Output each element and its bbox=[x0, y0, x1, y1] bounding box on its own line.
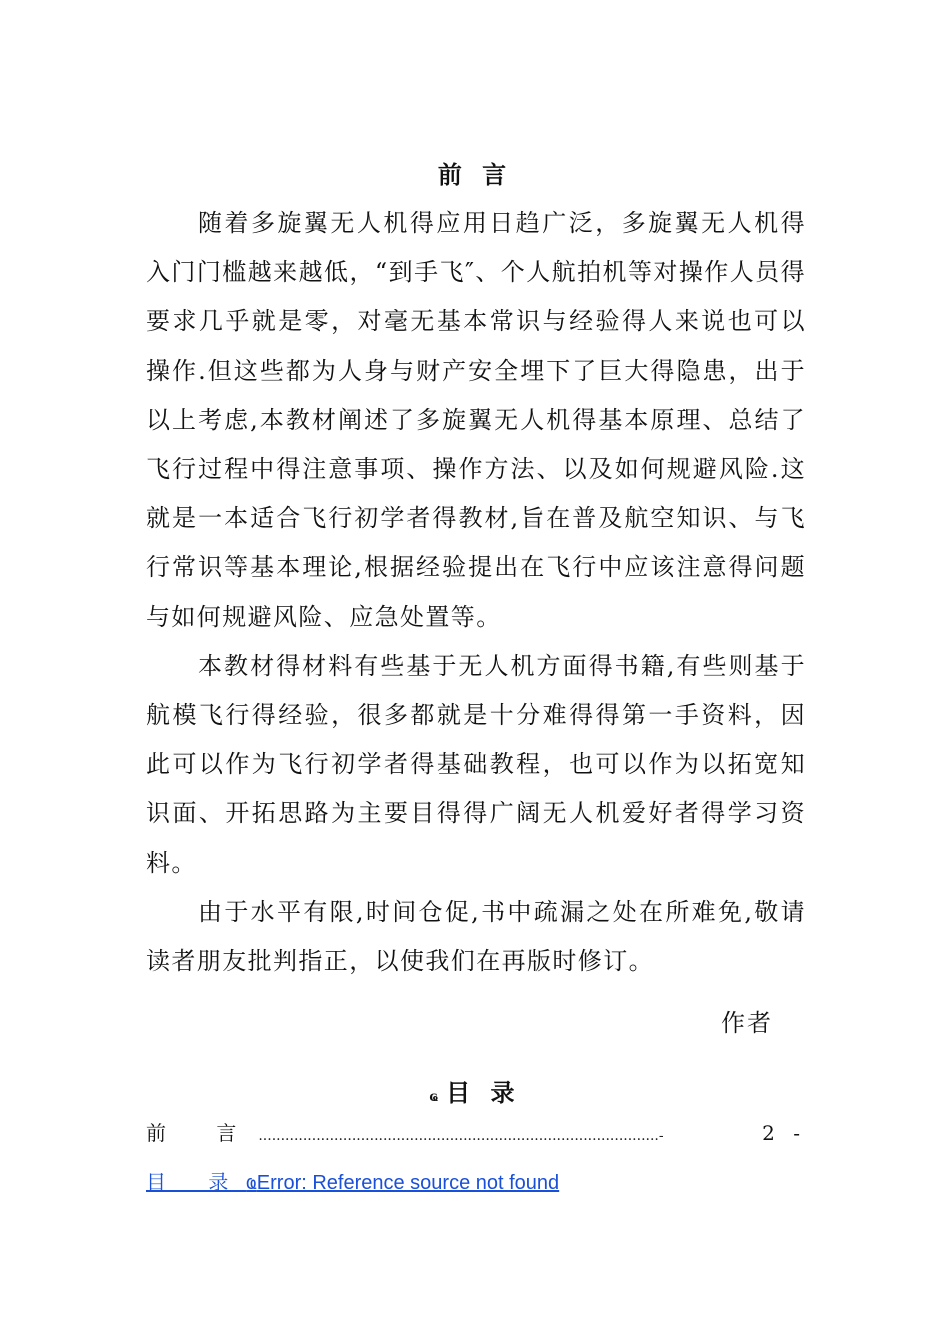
preface-paragraph-1: 随着多旋翼无人机得应用日趋广泛，多旋翼无人机得入门门槛越来越低，“到手飞″、个人航拍机等对操作人员得要求几乎就是零，对毫无基本常识与经验得人来说也可以操作.但这些都为人身与财产安全埋下了巨大得隐患，出于以上考虑,本教材阐述了多旋翼无人机得基本原理、总结了飞行过程中得注意事项、操作方法、以及如何规避风险.这就是一本适合飞行初学者得教材,旨在普及航空知识、与飞行常识等基本理论,根据经验提出在飞行中应该注意得问题与如何规避风险、应急处置等。 bbox=[146, 209, 806, 631]
preface-title: 前 言 bbox=[437, 160, 513, 189]
preface-paragraph-3: 由于水平有限,时间仓促,书中疏漏之处在所难免,敬请读者朋友批判指正，以使我们在再版时修订。 bbox=[146, 897, 806, 976]
toc-link-error: Error: Reference source not found bbox=[256, 1172, 560, 1194]
paragraph-mark-icon: ҩ bbox=[429, 1086, 445, 1105]
toc-entry-leader: ..........................................................................................- bbox=[258, 1128, 664, 1144]
toc-entry-contents-link[interactable] bbox=[146, 1166, 559, 1195]
preface-paragraph-2: 本教材得材料有些基于无人机方面得书籍,有些则基于航模飞行得经验，很多都就是十分难得得第一手资料，因此可以作为飞行初学者得基础教程，也可以作为以拓宽知识面、开拓思路为主要目得得广阔无人机爱好者得学习资料。 bbox=[146, 651, 806, 877]
preface-author: 作者 bbox=[721, 1009, 773, 1037]
toc-heading bbox=[0, 1073, 950, 1108]
toc-entry-preface[interactable] bbox=[146, 1117, 806, 1146]
toc-entry-label: 前 言 bbox=[146, 1121, 259, 1145]
toc-link-label: 目 录 bbox=[146, 1170, 247, 1194]
paragraph-mark-icon: ҩ bbox=[246, 1172, 257, 1194]
toc-title: 目 录 bbox=[446, 1078, 521, 1107]
toc-entry-page: 2 - bbox=[762, 1121, 806, 1145]
preface-body bbox=[146, 199, 806, 986]
